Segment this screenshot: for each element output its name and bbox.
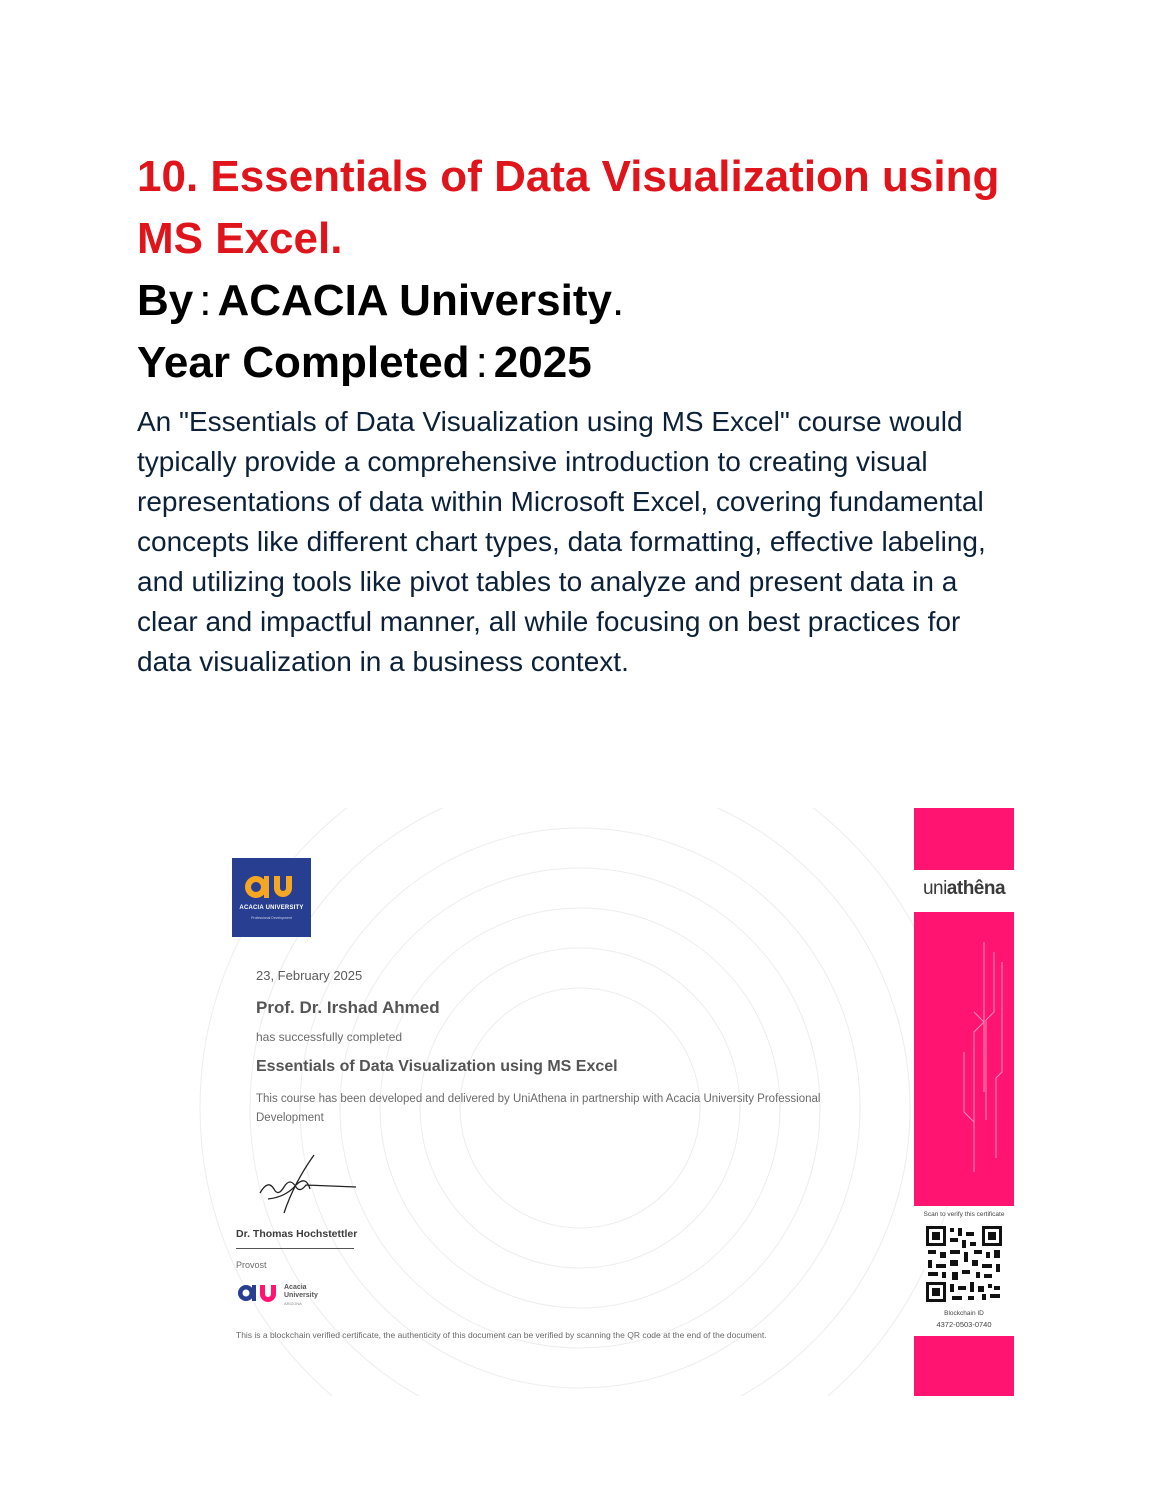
document-body [137,146,1017,682]
course-title-period: . [330,214,343,263]
acacia-university-logo [232,858,311,937]
blockchain-id: 4372-0503-0740 [936,1320,992,1329]
provider-name: ACACIA University [217,276,612,325]
uniathena-wordmark [914,878,1014,900]
signer-name: Dr. Thomas Hochstettler [236,1228,358,1240]
signer-role: Provost [236,1260,267,1270]
small-logo-line-1: Acacia [284,1284,307,1291]
signature-image [254,1153,364,1223]
certificate-description: This course has been developed and delivered by UniAthena in partnership with Acacia University Professional Development [256,1093,821,1124]
logo-name: ACACIA UNIVERSITY [239,905,304,911]
by-label: By [137,276,194,325]
scan-text: Scan to verify this certificate [923,1211,1005,1218]
au-logo-icon [242,872,302,902]
qr-code-icon [924,1224,1004,1304]
circuit-pattern [914,912,1014,1206]
blockchain-label: Blockchain ID [944,1310,984,1317]
course-title [137,146,1017,270]
certificate-course-name: Essentials of Data Visualization using MS Excel [256,1058,618,1075]
small-logo-text [284,1284,318,1308]
band-top [914,808,1014,870]
year-line [137,332,1017,394]
brand-prefix: uni [922,878,947,899]
small-logo-line-2: University [284,1292,318,1299]
certificate-footer: This is a blockchain verified certificate, the authenticity of this document can be verified by scanning the QR code at the end of the document. [236,1330,767,1340]
band-middle [914,912,1014,1206]
small-logo-line-3: ARIZONA [284,1301,302,1306]
recipient-name: Prof. Dr. Irshad Ahmed [256,998,440,1017]
course-description: An "Essentials of Data Visualization using MS Excel" course would typically provide a comprehensive introduction to creating visual representations of data within Microsoft Excel, covering fundamental concepts like different chart types, data formatting, effective labeling, and utilizing tools like pivot tables to analyze and present data in a clear and impactful manner, all while focusing on best practices for data visualization in a business context. [137,406,986,677]
provider-line [137,270,1017,332]
certificate-date: 23, February 2025 [256,968,363,983]
logo-subtitle: Professional Development [251,916,292,920]
uniathena-band [914,808,1014,1396]
band-bottom [914,1336,1014,1396]
course-number: 10. [137,152,199,201]
year-separator: : [475,338,488,387]
signature-divider [236,1248,354,1249]
au-small-logo-icon [236,1282,280,1304]
provider-period: . [611,276,625,325]
brand-suffix: athêna [946,878,1006,899]
completion-text: has successfully completed [256,1030,403,1044]
by-separator: : [199,276,212,325]
course-title-text: Essentials of Data Visualization using MS Excel [137,152,1000,263]
certificate-image [180,808,1014,1396]
year-label: Year Completed [137,338,470,387]
year-value: 2025 [493,338,592,387]
